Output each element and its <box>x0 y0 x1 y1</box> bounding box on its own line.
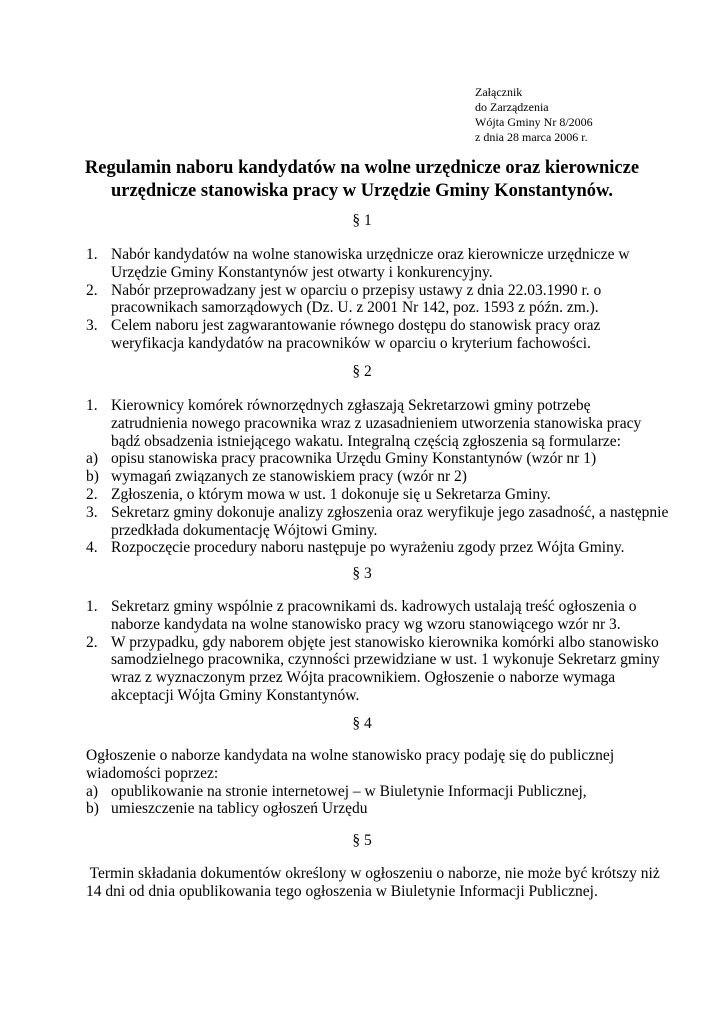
section-mark-5: § 5 <box>352 832 372 849</box>
annex-line: z dnia 28 marca 2006 r. <box>475 130 588 144</box>
item-text: naborze kandydata na wolne stanowisko pracy wg wzoru stanowiącego wzór nr 3. <box>111 615 621 633</box>
sub-item-letter: a) <box>86 782 99 800</box>
sub-list-item <box>86 783 686 801</box>
section-1 <box>86 246 686 353</box>
section-text: Ogłoszenie o naborze kandydata na wolne stanowisko pracy podaję się do publicznej <box>86 747 615 764</box>
item-text: Nabór przeprowadzany jest w oparciu o przepisy ustawy z dnia 22.03.1990 r. o <box>111 281 602 299</box>
item-text: Zgłoszenia, o którym mowa w ust. 1 dokonuje się u Sekretarza Gminy. <box>111 485 551 503</box>
section-2 <box>86 397 686 557</box>
sub-item-letter: b) <box>86 800 99 818</box>
item-number: 3. <box>86 503 98 521</box>
item-text: W przypadku, gdy naborem objęte jest stanowisko kierownika komórki albo stanowisko <box>111 633 659 651</box>
item-number: 4. <box>86 539 98 557</box>
item-text: Urzędzie Gminy Konstantynów jest otwarty i konkurencyjny. <box>111 263 493 281</box>
item-text: przedkłada dokumentację Wójtowi Gminy. <box>111 521 378 539</box>
sub-item-letter: a) <box>86 450 99 468</box>
item-text: akceptacji Wójta Gminy Konstantynów. <box>111 686 360 704</box>
item-number: 1. <box>86 598 98 615</box>
item-text: samodzielnego pracownika, czynności przewidziane w ust. 1 wykonuje Sekretarz gminy <box>111 651 660 669</box>
section-mark-3: § 3 <box>352 565 372 582</box>
item-number: 2. <box>86 281 98 299</box>
title-line: Regulamin naboru kandydatów na wolne urzędnicze oraz kierownicze <box>84 158 640 178</box>
sub-item-text: opublikowanie na stronie internetowej – w Biuletynie Informacji Publicznej, <box>111 782 587 800</box>
sub-list-item <box>86 450 686 468</box>
item-text: Sekretarz gminy dokonuje analizy zgłoszenia oraz weryfikuje jego zasadność, a następnie <box>111 503 669 521</box>
list-item <box>86 634 686 705</box>
list-item <box>86 598 686 634</box>
item-number: 2. <box>86 485 98 503</box>
section-text: Termin składania dokumentów określony w ogłoszeniu o naborze, nie może być krótszy niż <box>86 865 660 882</box>
list-item <box>86 486 686 504</box>
item-text: Kierownicy komórek równorzędnych zgłaszają Sekretarzowi gminy potrzebę <box>111 397 591 414</box>
item-text: weryfikacja kandydatów na pracowników w oparciu o kryterium fachowości. <box>111 334 591 352</box>
sub-item-text: umieszczenie na tablicy ogłoszeń Urzędu <box>111 800 368 818</box>
sub-item-text: wymagań związanych ze stanowiskiem pracy (wzór nr 2) <box>111 468 467 486</box>
item-number: 1. <box>86 246 98 263</box>
sub-list-item <box>86 468 686 486</box>
annex-line: Wójta Gminy Nr 8/2006 <box>475 115 593 129</box>
item-number: 1. <box>86 397 98 414</box>
list-item <box>86 317 686 353</box>
list-item <box>86 397 686 450</box>
annex-line: do Zarządzenia <box>475 100 549 114</box>
list-item <box>86 282 686 318</box>
section-3 <box>86 598 686 705</box>
item-text: zatrudnienia nowego pracownika wraz z uzasadnieniem utworzenia stanowiska pracy <box>111 414 642 432</box>
item-text: wraz z wyznaczonym przez Wójta pracownikiem. Ogłoszenie o naborze wymaga <box>111 669 616 687</box>
section-text: 14 dni od dnia opublikowania tego ogłoszenia w Biuletynie Informacji Publicznej. <box>86 882 598 900</box>
section-4 <box>86 747 686 818</box>
list-item <box>86 246 686 282</box>
document-title <box>60 157 664 203</box>
section-mark-2: § 2 <box>352 363 372 380</box>
section-mark-4: § 4 <box>352 715 372 732</box>
title-line: urzędnicze stanowiska pracy w Urzędzie Gminy Konstantynów. <box>110 181 614 201</box>
sub-list-item <box>86 800 686 818</box>
item-number: 2. <box>86 633 98 651</box>
item-text: Sekretarz gminy wspólnie z pracownikami ds. kadrowych ustalają treść ogłoszenia o <box>111 598 637 615</box>
item-text: pracownikach samorządowych (Dz. U. z 2001 Nr 142, poz. 1593 z późn. zm.). <box>111 299 599 317</box>
annex-note <box>475 85 593 145</box>
item-text: Nabór kandydatów na wolne stanowiska urzędnicze oraz kierownicze urzędnicze w <box>111 246 630 263</box>
item-text: bądź obsadzenia istniejącego wakatu. Integralną częścią zgłoszenia są formularze: <box>111 432 621 450</box>
sub-item-text: opisu stanowiska pracy pracownika Urzędu Gminy Konstantynów (wzór nr 1) <box>111 450 597 468</box>
section-5 <box>86 865 686 901</box>
sub-item-letter: b) <box>86 468 99 486</box>
list-item <box>86 539 686 557</box>
item-text: Rozpoczęcie procedury naboru następuje po wyrażeniu zgody przez Wójta Gminy. <box>111 539 625 557</box>
section-mark-1: § 1 <box>352 212 372 229</box>
item-number: 3. <box>86 317 98 335</box>
list-item <box>86 504 686 540</box>
item-text: Celem naboru jest zagwarantowanie równego dostępu do stanowisk pracy oraz <box>111 317 601 335</box>
annex-line: Załącznik <box>475 85 523 99</box>
section-text: wiadomości poprzez: <box>86 764 219 782</box>
